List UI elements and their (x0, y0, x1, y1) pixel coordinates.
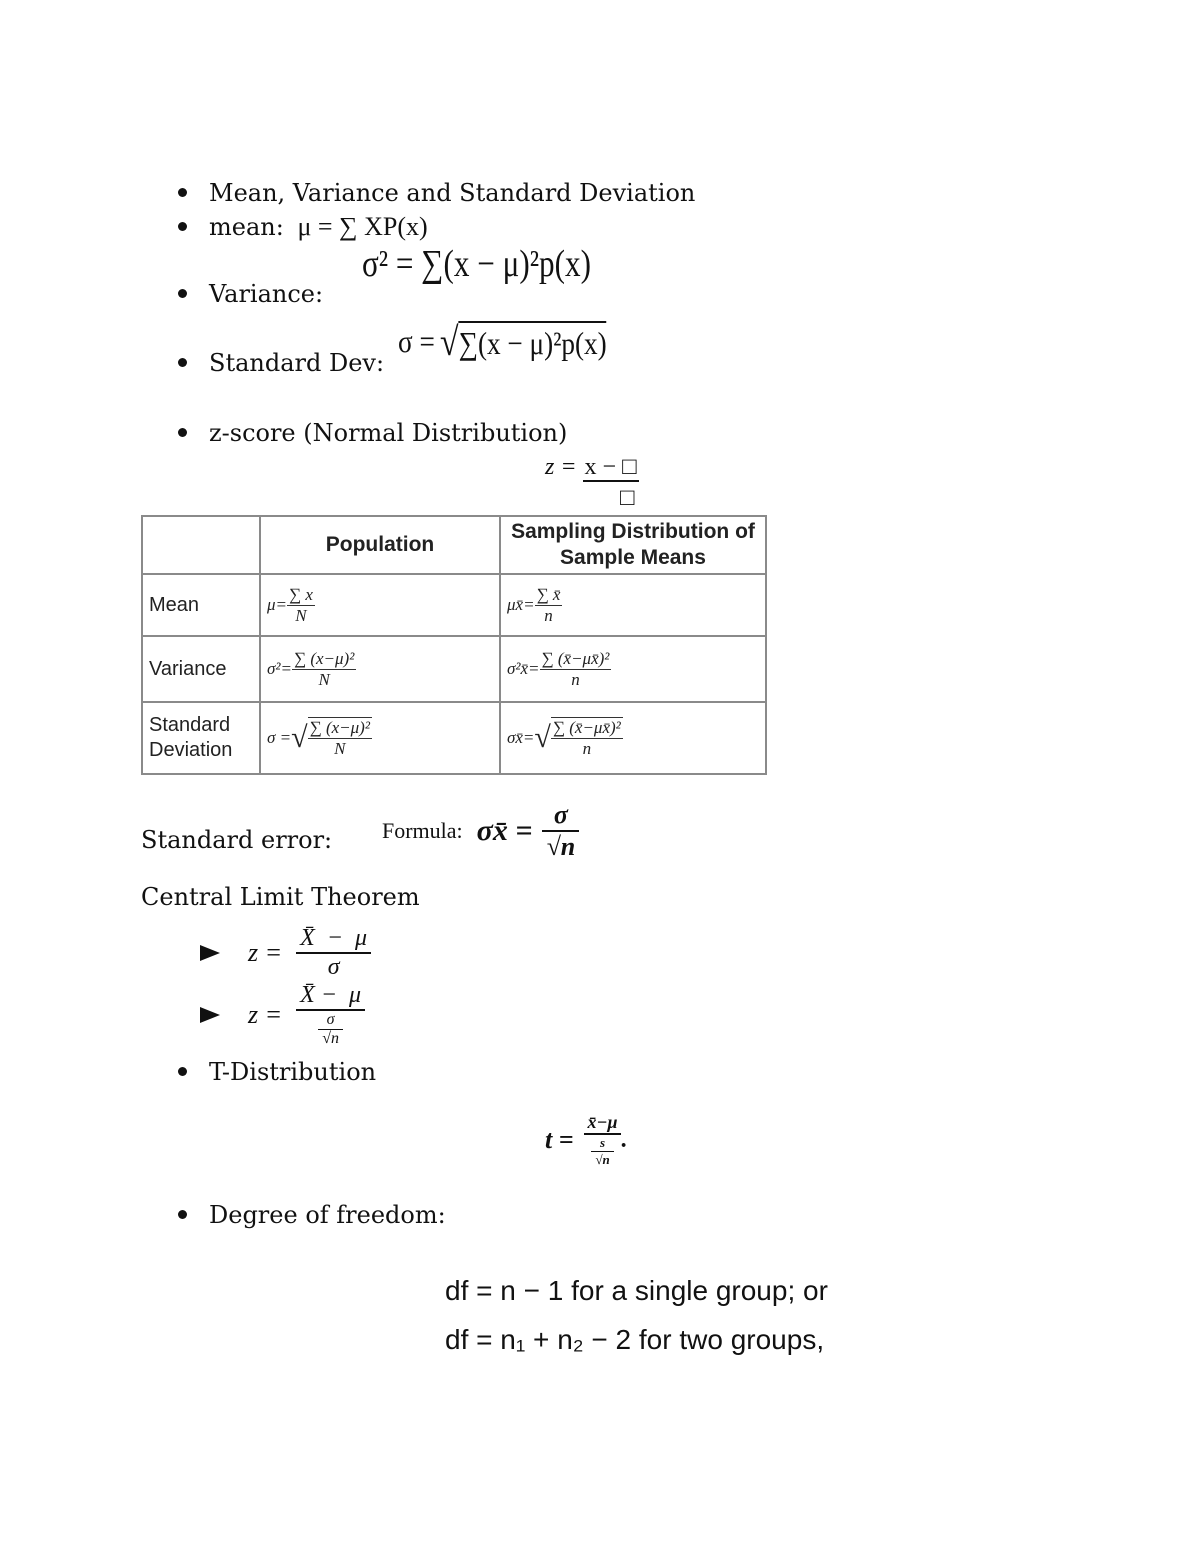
se-fraction (542, 800, 579, 862)
samp-sd-num: ∑ (x̄−μx̄)² (552, 718, 621, 737)
variance-label: Variance: (209, 280, 324, 308)
samp-var-den: n (571, 669, 580, 689)
clt-f2-den-den: √n (322, 1030, 340, 1047)
cell-pop-mean (260, 574, 500, 636)
samp-sd-den: n (582, 739, 592, 758)
formula-word: Formula: (382, 818, 463, 843)
clt-f2-den-num: σ (318, 1011, 343, 1030)
row-label-variance: Variance (142, 636, 260, 702)
standard-error-label: Standard error: (141, 826, 333, 854)
bullet-heading (178, 178, 695, 208)
stddev-formula (398, 318, 607, 365)
bullet-dot (178, 289, 187, 298)
cell-samp-mean (500, 574, 766, 636)
se-num: σ (542, 800, 579, 832)
clt-f2-lhs: z = (248, 1000, 283, 1029)
dof-label: Degree of freedom: (209, 1201, 446, 1229)
table-header-row (142, 516, 766, 574)
t-den-num: s (591, 1135, 613, 1152)
cell-samp-variance (500, 636, 766, 702)
samp-var-num: ∑ (x̄−μx̄)² (541, 648, 610, 668)
t-fraction (584, 1112, 622, 1168)
arrow-bullet-icon (200, 1007, 220, 1023)
zscore-lhs: z = (545, 454, 577, 480)
se-den: √n (546, 832, 576, 861)
stddev-label: Standard Dev: (209, 349, 385, 377)
t-den-fraction (591, 1135, 613, 1168)
pop-sd-den: N (334, 739, 346, 758)
heading-text: Mean, Variance and Standard Deviation (209, 179, 696, 207)
se-lhs: σx̄ = (476, 814, 533, 847)
bullet-t-distribution (178, 1057, 376, 1087)
pop-var-den: N (318, 669, 330, 689)
sqrt-icon: √ (439, 319, 459, 364)
pop-sd-lhs: σ = (267, 728, 292, 747)
standard-error-formula (382, 800, 579, 862)
bullet-dot (178, 428, 187, 437)
bullet-degree-of-freedom (178, 1200, 446, 1230)
zscore-formula (545, 454, 639, 481)
sqrt-icon: √ (534, 721, 551, 754)
bullet-dot (178, 188, 187, 197)
clt-f2-den (296, 1011, 365, 1048)
stats-table (141, 515, 767, 775)
clt-title: Central Limit Theorem (141, 883, 420, 911)
pop-mean-den: N (295, 605, 307, 625)
clt-formula-2 (200, 982, 365, 1048)
t-den-den: √n (595, 1152, 610, 1167)
stddev-lhs: σ = (398, 323, 435, 359)
table-corner-cell (142, 516, 260, 574)
sqrt-icon: √ (291, 721, 308, 754)
samp-mean-num: ∑ x̄ (536, 584, 561, 604)
row-label-stddev: Standard Deviation (142, 702, 260, 774)
bullet-stddev (178, 348, 384, 378)
clt-f2-den-fraction (318, 1011, 343, 1048)
clt-f1-lhs: z = (248, 938, 283, 967)
samp-mean-lhs: μx̄= (507, 595, 535, 614)
cell-pop-stddev (260, 702, 500, 774)
clt-f1-fraction (296, 925, 371, 981)
dof-line-2: df = n₁ + n₂ − 2 for two groups, (445, 1324, 825, 1355)
pop-sd-num: ∑ (x−μ)² (309, 718, 370, 737)
arrow-bullet-icon (200, 945, 220, 961)
table-row (142, 702, 766, 774)
samp-var-lhs: σ²x̄= (507, 659, 540, 678)
zscore-label: z-score (Normal Distribution) (209, 419, 568, 447)
variance-formula: σ² = ∑(x − μ)²p(x) (362, 243, 591, 285)
samp-mean-den: n (544, 605, 553, 625)
dof-line-1: df = n − 1 for a single group; or (445, 1275, 828, 1306)
clt-f1-num: X̄ − μ (296, 925, 371, 954)
clt-f2-fraction (296, 982, 365, 1048)
bullet-zscore (178, 418, 567, 448)
t-distribution-label: T-Distribution (209, 1058, 377, 1086)
t-trailing: . (621, 1126, 628, 1153)
table-row (142, 574, 766, 636)
zscore-den: □ (620, 485, 635, 511)
bullet-variance (178, 279, 323, 309)
mean-formula: μ = ∑ XP(x) (297, 212, 428, 241)
t-den (584, 1135, 622, 1168)
zscore-num: x − □ (584, 454, 637, 480)
table-row (142, 636, 766, 702)
bullet-dot (178, 222, 187, 231)
header-sampling: Sampling Distribution of Sample Means (500, 516, 766, 574)
clt-f1-den: σ (327, 954, 340, 980)
pop-var-lhs: σ²= (267, 659, 292, 678)
t-lhs: t = (545, 1125, 574, 1154)
samp-sd-lhs: σx̄= (507, 728, 535, 747)
clt-f2-num: X̄ − μ (296, 982, 365, 1011)
stddev-radicand: ∑(x − μ)²p(x) (459, 321, 607, 362)
pop-mean-lhs: μ= (267, 595, 288, 614)
t-formula (545, 1112, 627, 1168)
cell-pop-variance (260, 636, 500, 702)
mean-label: mean: (209, 213, 284, 241)
bullet-dot (178, 1210, 187, 1219)
pop-mean-num: ∑ x (289, 584, 313, 604)
row-label-mean: Mean (142, 574, 260, 636)
clt-formula-1 (200, 925, 371, 981)
t-num: x̄−μ (584, 1112, 622, 1135)
bullet-dot (178, 1067, 187, 1076)
bullet-mean (178, 212, 428, 242)
header-population: Population (260, 516, 500, 574)
bullet-dot (178, 358, 187, 367)
cell-samp-stddev (500, 702, 766, 774)
pop-var-num: ∑ (x−μ)² (293, 648, 355, 668)
